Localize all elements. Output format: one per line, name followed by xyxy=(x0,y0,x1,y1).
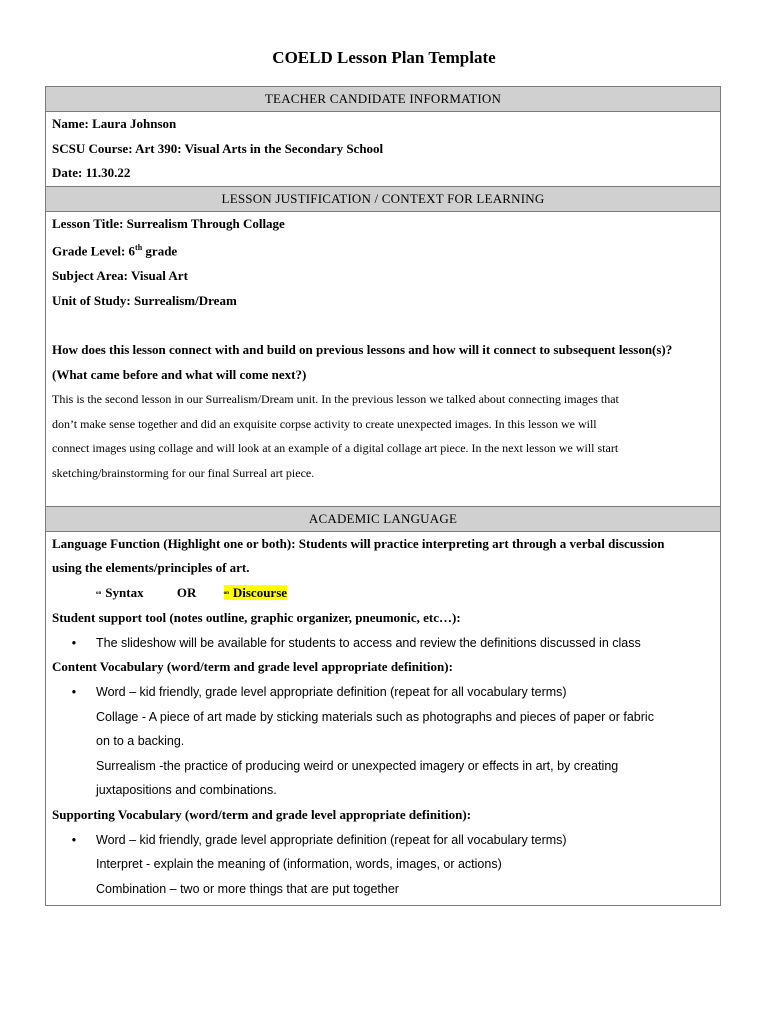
or-label: OR xyxy=(176,584,197,600)
supporting-vocab-line: Interpret - explain the meaning of (information, words, images, or actions) xyxy=(96,857,502,872)
content-vocab-line: Surrealism -the practice of producing weird or unexpected imagery or effects in art, by creating xyxy=(96,758,619,773)
answer-line: This is the second lesson in our Surrealism/Dream unit. In the previous lesson we talked about connecting images that xyxy=(52,392,619,407)
spacer xyxy=(52,313,714,338)
grade-level-prefix: Grade Level: 6 xyxy=(52,243,136,259)
bullet-icon: • xyxy=(71,635,77,650)
grade-level-suffix: grade xyxy=(142,243,178,259)
answer-line: sketching/brainstorming for our final Surreal art piece. xyxy=(52,466,315,481)
justification-section xyxy=(46,212,720,507)
academic-language-header: ACADEMIC LANGUAGE xyxy=(46,507,720,532)
discourse-label: Discourse xyxy=(232,584,288,600)
supporting-vocab-instruction: Word – kid friendly, grade level appropriate definition (repeat for all vocabulary terms) xyxy=(96,832,567,847)
choice-mark: on xyxy=(96,590,102,596)
content-vocab-instruction: Word – kid friendly, grade level appropriate definition (repeat for all vocabulary terms) xyxy=(96,685,567,700)
list-item xyxy=(52,680,714,705)
teacher-name: Name: Laura Johnson xyxy=(52,116,177,131)
answer-line: don’t make sense together and did an exquisite corpse activity to create unexpected images. In this lesson we will xyxy=(52,416,597,431)
content-vocab-label: Content Vocabulary (word/term and grade level appropriate definition): xyxy=(52,659,453,675)
syntax-option: Syntax xyxy=(105,584,144,600)
connection-question-1: How does this lesson connect with and build on previous lessons and how will it connect to subsequent lesson(s)? xyxy=(52,342,673,358)
content-vocab-line: on to a backing. xyxy=(96,734,185,749)
supporting-vocab-line: Combination – two or more things that are put together xyxy=(96,881,399,896)
date-line: Date: 11.30.22 xyxy=(52,165,131,181)
bullet-icon: • xyxy=(71,685,77,700)
teacher-info-section xyxy=(46,112,720,187)
grade-level xyxy=(52,236,714,264)
justification-header: LESSON JUSTIFICATION / CONTEXT FOR LEARNING xyxy=(46,187,720,212)
connection-question-2: (What came before and what will come next?) xyxy=(52,366,307,382)
course-line: SCSU Course: Art 390: Visual Arts in the Secondary School xyxy=(52,140,384,156)
list-item xyxy=(52,828,714,853)
content-vocab-line: Collage - A piece of art made by sticking materials such as photographs and pieces of paper or fabric xyxy=(96,709,654,724)
lesson-plan-table xyxy=(45,86,721,906)
academic-language-section xyxy=(46,532,720,906)
supporting-vocab-label: Supporting Vocabulary (word/term and grade level appropriate definition): xyxy=(52,807,472,823)
list-item xyxy=(52,631,714,656)
grade-level-sup: th xyxy=(135,243,143,253)
unit-of-study: Unit of Study: Surrealism/Dream xyxy=(52,292,237,308)
content-vocab-line: juxtapositions and combinations. xyxy=(96,783,277,798)
lesson-title: Lesson Title: Surrealism Through Collage xyxy=(52,215,285,231)
teacher-info-header: TEACHER CANDIDATE INFORMATION xyxy=(46,87,720,112)
support-tool-label: Student support tool (notes outline, graphic organizer, pneumonic, etc…): xyxy=(52,610,461,626)
page-title: COELD Lesson Plan Template xyxy=(272,48,496,67)
choice-mark: on xyxy=(223,590,229,596)
syntax-discourse-choice xyxy=(52,581,714,606)
support-tool-text: The slideshow will be available for students to access and review the definitions discussed in class xyxy=(96,635,641,650)
language-function-2: using the elements/principles of art. xyxy=(52,560,250,576)
subject-area: Subject Area: Visual Art xyxy=(52,268,188,284)
discourse-option xyxy=(224,585,287,600)
bullet-icon: • xyxy=(71,832,77,847)
language-function-1: Language Function (Highlight one or both): Students will practice interpreting art through a verbal discussion xyxy=(52,535,665,551)
answer-line: connect images using collage and will look at an example of a digital collage art piece. In the next lesson we will start xyxy=(52,441,619,456)
